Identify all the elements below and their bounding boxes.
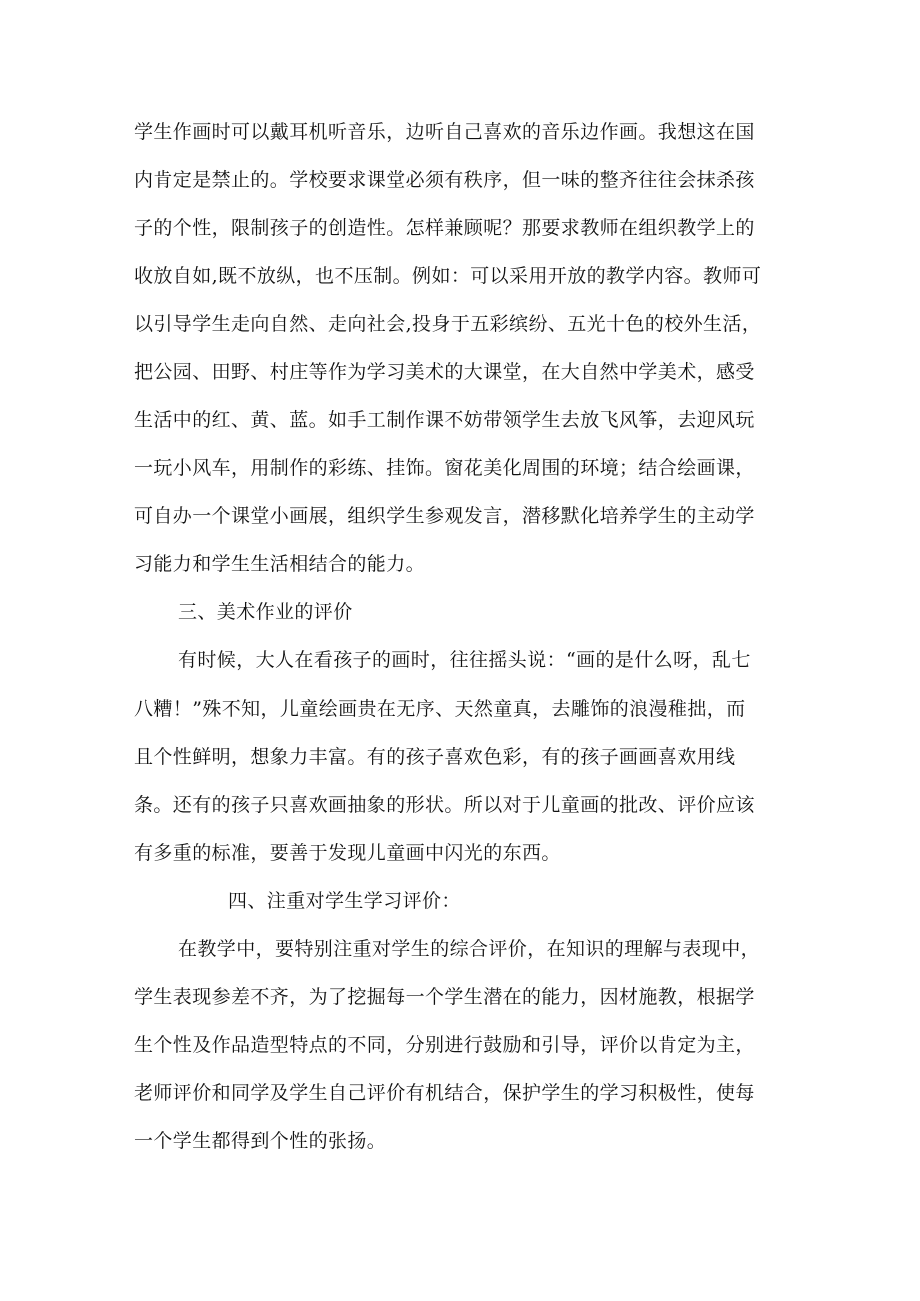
paragraph-line: 且个性鲜明，想象力丰富。有的孩子喜欢色彩，有的孩子画画喜欢用线	[134, 746, 736, 768]
paragraph-line: 条。还有的孩子只喜欢画抽象的形状。所以对于儿童画的批改、评价应该	[134, 794, 755, 816]
paragraph-line: 有多重的标准，要善于发现儿童画中闪光的东西。	[134, 842, 561, 864]
paragraph-line: 一个学生都得到个性的张扬。	[134, 1130, 387, 1152]
paragraph-line: 八糟！”殊不知，儿童绘画贵在无序、天然童真，去雕饰的浪漫稚拙，而	[134, 698, 746, 720]
section-heading-4: 四、注重对学生学习评价：	[228, 890, 461, 912]
paragraph-line: 把公园、田野、村庄等作为学习美术的大课堂，在大自然中学美术，感受	[134, 361, 755, 383]
paragraph-line: 学生表现参差不齐，为了挖掘每一个学生潜在的能力，因材施教，根据学	[134, 986, 755, 1008]
paragraph-line: 内肯定是禁止的。学校要求课堂必须有秩序，但一味的整齐往往会抹杀孩	[134, 169, 755, 191]
paragraph-line: 收放自如,既不放纵，也不压制。例如：可以采用开放的教学内容。教师可	[134, 265, 762, 287]
paragraph-line: 在教学中，要特别注重对学生的综合评价，在知识的理解与表现中，	[178, 938, 761, 960]
paragraph-line: 有时候，大人在看孩子的画时，往往摇头说：“画的是什么呀，乱七	[178, 649, 751, 671]
paragraph-line: 以引导学生走向自然、走向社会,投身于五彩缤纷、五光十色的校外生活，	[134, 313, 762, 335]
paragraph-line: 老师评价和同学及学生自己评价有机结合，保护学生的学习积极性，使每	[134, 1082, 755, 1104]
paragraph-line: 子的个性，限制孩子的创造性。怎样兼顾呢？那要求教师在组织教学上的	[134, 217, 755, 239]
paragraph-line: 可自办一个课堂小画展，组织学生参观发言，潜移默化培养学生的主动学	[134, 505, 755, 527]
paragraph-line: 学生作画时可以戴耳机听音乐，边听自己喜欢的音乐边作画。我想这在国	[134, 121, 755, 143]
paragraph-line: 一玩小风车，用制作的彩练、挂饰。窗花美化周围的环境；结合绘画课，	[134, 457, 755, 479]
paragraph-line: 生个性及作品造型特点的不同，分别进行鼓励和引导，评价以肯定为主，	[134, 1034, 755, 1056]
paragraph-line: 习能力和学生生活相结合的能力。	[134, 553, 426, 575]
section-heading-3: 三、美术作业的评价	[178, 601, 353, 623]
paragraph-line: 生活中的红、黄、蓝。如手工制作课不妨带领学生去放飞风筝，去迎风玩	[134, 409, 755, 431]
